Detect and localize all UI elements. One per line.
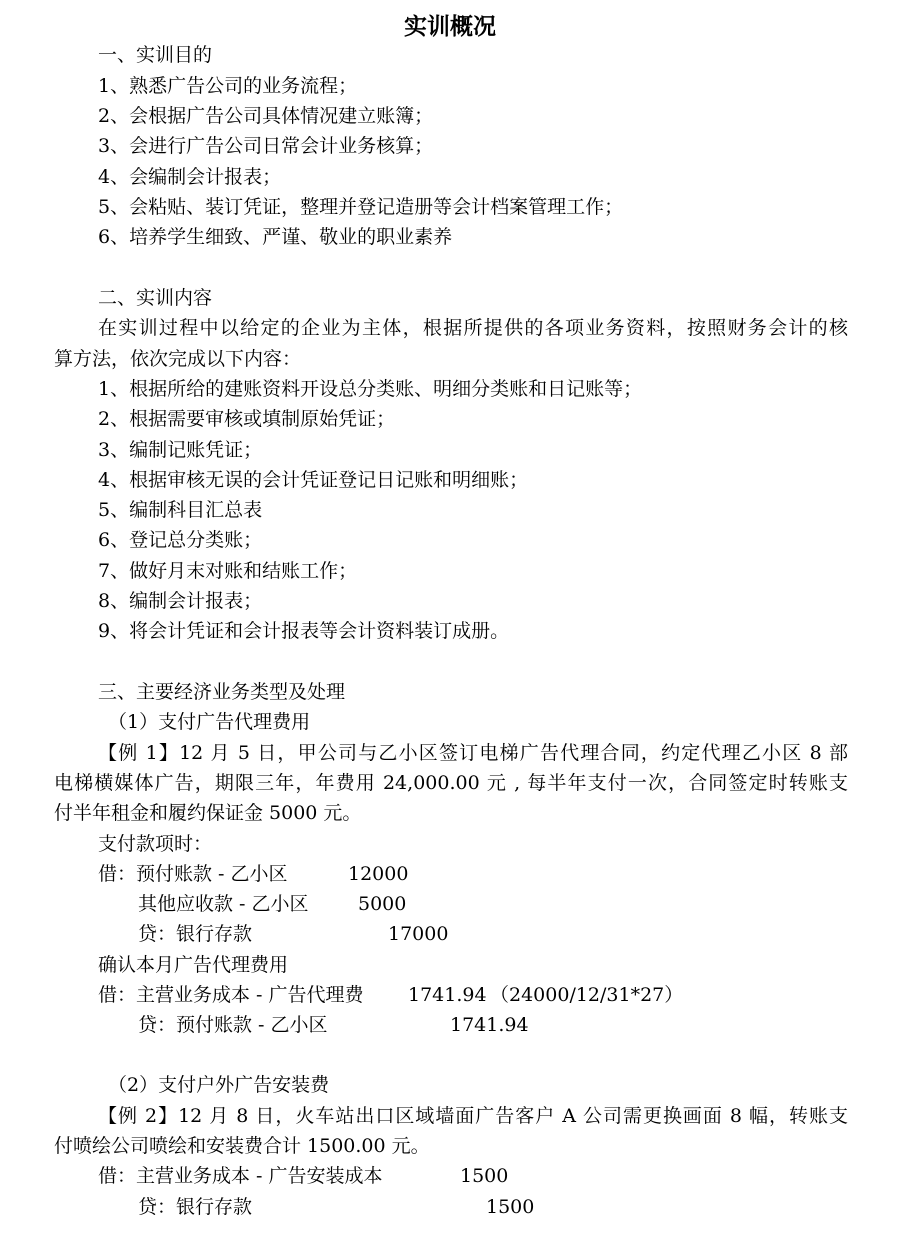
case2-credit-account: 贷：银行存款 (138, 1196, 253, 1218)
list-item: 1、熟悉广告公司的业务流程； (98, 75, 358, 97)
entry2-note: （24000/12/31*27） (490, 984, 684, 1006)
list-item: 6、培养学生细致、严谨、敬业的职业素养 (98, 226, 453, 248)
section2-intro-line1: 在实训过程中以给定的企业为主体，根据所提供的各项业务资料，按照财务会计的核 (98, 317, 848, 339)
list-item: 9、将会计凭证和会计报表等会计资料装订成册。 (98, 620, 510, 642)
list-item: 3、编制记账凭证； (98, 439, 263, 461)
entry2-debit-amount: 1741.94 (408, 984, 487, 1006)
list-item: 5、会粘贴、装订凭证，整理并登记造册等会计档案管理工作； (98, 196, 624, 218)
list-item: 4、根据审核无误的会计凭证登记日记账和明细账； (98, 469, 529, 491)
case2-debit-amount: 1500 (460, 1165, 509, 1187)
case1-example-line3: 付半年租金和履约保证金 5000 元。 (54, 802, 362, 824)
entry1-credit-account: 贷：银行存款 (138, 923, 253, 945)
case2-debit-account: 借：主营业务成本 - 广告安装成本 (98, 1165, 383, 1187)
entry2-credit-amount: 1741.94 (450, 1014, 529, 1036)
list-item: 6、登记总分类账； (98, 529, 263, 551)
entry1-credit-amount: 17000 (388, 923, 449, 945)
list-item: 8、编制会计报表； (98, 590, 263, 612)
case1-example-line1: 【例 1】12 月 5 日，甲公司与乙小区签订电梯广告代理合同，约定代理乙小区 8 部 (98, 742, 848, 764)
entry1-debit1-account: 借：预付账款 - 乙小区 (98, 863, 288, 885)
list-item: 1、根据所给的建账资料开设总分类账、明细分类账和日记账等； (98, 378, 643, 400)
page-title: 实训概况 (404, 14, 496, 40)
list-item: 7、做好月末对账和结账工作； (98, 560, 358, 582)
list-item: 2、会根据广告公司具体情况建立账簿； (98, 105, 434, 127)
case1-confirm-label: 确认本月广告代理费用 (98, 954, 289, 976)
case2-credit-amount: 1500 (486, 1196, 535, 1218)
list-item: 3、会进行广告公司日常会计业务核算； (98, 135, 434, 157)
case2-example-line2: 付喷绘公司喷绘和安装费合计 1500.00 元。 (54, 1135, 430, 1157)
section2-heading: 二、实训内容 (98, 287, 213, 309)
entry1-debit1-amount: 12000 (348, 863, 409, 885)
list-item: 2、根据需要审核或填制原始凭证； (98, 408, 396, 430)
case1-example-line2: 电梯横媒体广告，期限三年，年费用 24,000.00 元 , 每半年支付一次，合同签定时转账支 (54, 772, 848, 794)
list-item: 4、会编制会计报表； (98, 166, 282, 188)
entry1-debit2-account: 其他应收款 - 乙小区 (138, 893, 309, 915)
section1-heading: 一、实训目的 (98, 44, 213, 66)
entry1-debit2-amount: 5000 (358, 893, 407, 915)
case1-payment-label: 支付款项时： (98, 833, 213, 855)
case2-subheading: （2）支付户外广告安装费 (108, 1074, 330, 1096)
entry2-credit-account: 贷：预付账款 - 乙小区 (138, 1014, 328, 1036)
section2-intro-line2: 算方法，依次完成以下内容： (54, 348, 302, 370)
case1-subheading: （1）支付广告代理费用 (108, 711, 311, 733)
list-item: 5、编制科目汇总表 (98, 499, 263, 521)
case2-example-line1: 【例 2】12 月 8 日，火车站出口区域墙面广告客户 A 公司需更换画面 8 幅，转账支 (98, 1105, 848, 1127)
section3-heading: 三、主要经济业务类型及处理 (98, 681, 346, 703)
entry2-debit-account: 借：主营业务成本 - 广告代理费 (98, 984, 364, 1006)
